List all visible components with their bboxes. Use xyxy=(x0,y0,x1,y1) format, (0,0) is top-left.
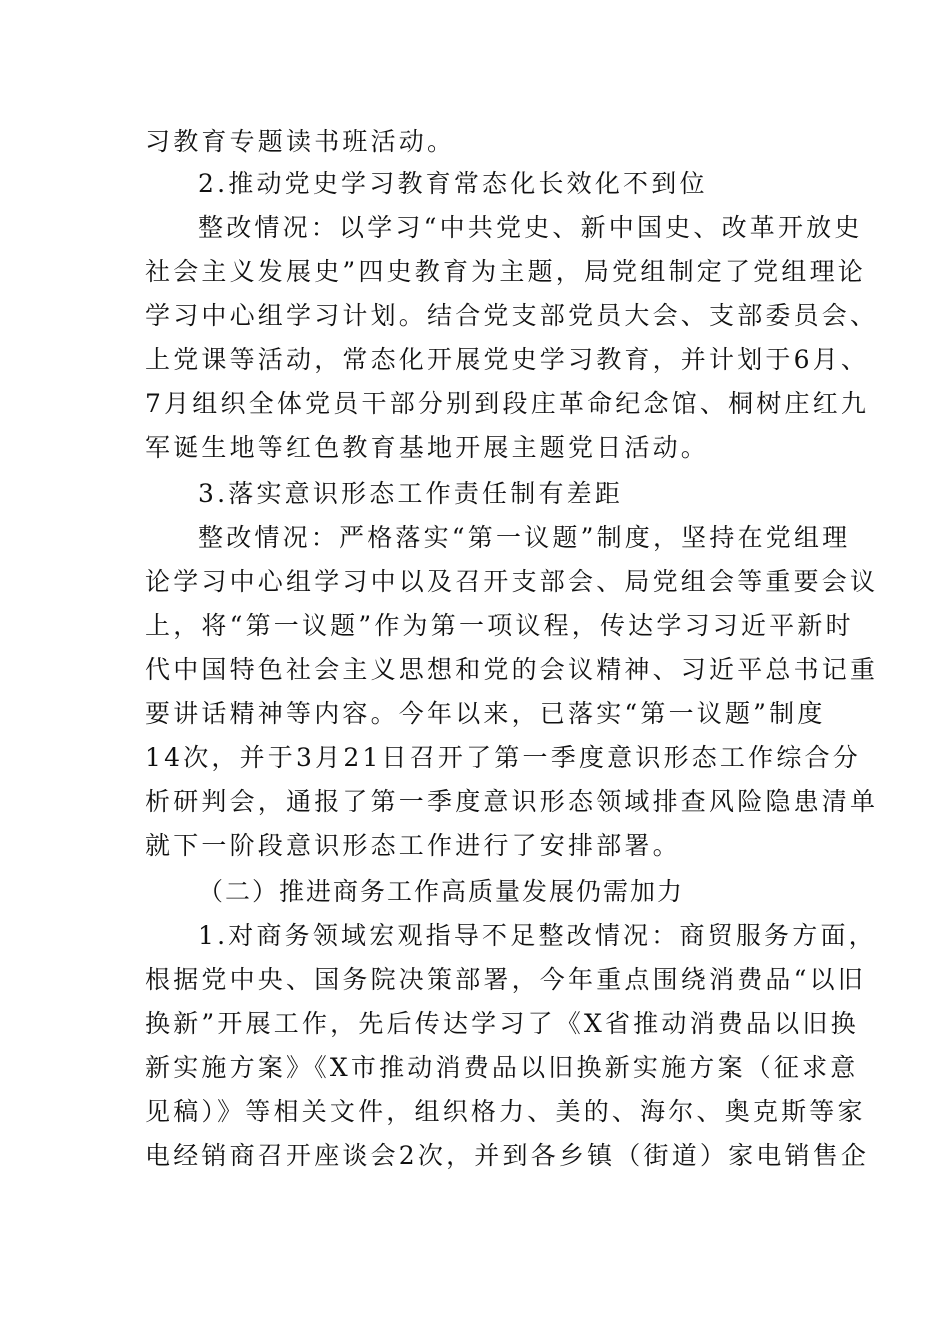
text-line: 见稿）》等相关文件，组织格力、美的、海尔、奥克斯等家 xyxy=(145,1097,866,1126)
text-line: 整改情况：以学习“中共党史、新中国史、改革开放史 xyxy=(198,213,863,242)
text-line: 代中国特色社会主义思想和党的会议精神、习近平总书记重 xyxy=(145,655,879,684)
section-heading: 3.落实意识形态工作责任制有差距 xyxy=(198,479,624,508)
text-line: 社会主义发展史”四史教育为主题，局党组制定了党组理论 xyxy=(145,257,866,286)
text-line: 就下一阶段意识形态工作进行了安排部署。 xyxy=(145,831,681,860)
section-heading: 2.推动党史学习教育常态化长效化不到位 xyxy=(198,169,708,198)
text-line: 整改情况：严格落实“第一议题”制度，坚持在党组理 xyxy=(198,523,851,552)
text-line: 习教育专题读书班活动。 xyxy=(145,127,456,156)
text-line: 新实施方案》《X市推动消费品以旧换新实施方案（征求意 xyxy=(145,1053,859,1082)
text-line: 上党课等活动，常态化开展党史学习教育，并计划于6月、 xyxy=(145,345,870,374)
text-line: 14次，并于3月21日召开了第一季度意识形态工作综合分 xyxy=(145,743,861,772)
text-line: 学习中心组学习计划。结合党支部党员大会、支部委员会、 xyxy=(145,301,879,330)
text-line: 根据党中央、国务院决策部署，今年重点围绕消费品“以旧 xyxy=(145,965,866,994)
text-line: 论学习中心组学习中以及召开支部会、局党组会等重要会议 xyxy=(145,567,879,596)
text-line: 7月组织全体党员干部分别到段庄革命纪念馆、桐树庄红九 xyxy=(145,389,870,418)
text-line: 析研判会，通报了第一季度意识形态领域排查风险隐患清单 xyxy=(145,787,879,816)
text-line: 上，将“第一议题”作为第一项议程，传达学习习近平新时 xyxy=(145,611,854,640)
text-line: 换新”开展工作，先后传达学习了《X省推动消费品以旧换 xyxy=(145,1009,859,1038)
text-line: 要讲话精神等内容。今年以来，已落实“第一议题”制度 xyxy=(145,699,826,728)
text-line: 1.对商务领域宏观指导不足整改情况：商贸服务方面， xyxy=(198,921,877,950)
text-line: 军诞生地等红色教育基地开展主题党日活动。 xyxy=(145,433,710,462)
section-heading: （二）推进商务工作高质量发展仍需加力 xyxy=(198,877,685,906)
text-line: 电经销商召开座谈会2次，并到各乡镇（街道）家电销售企 xyxy=(145,1141,870,1170)
